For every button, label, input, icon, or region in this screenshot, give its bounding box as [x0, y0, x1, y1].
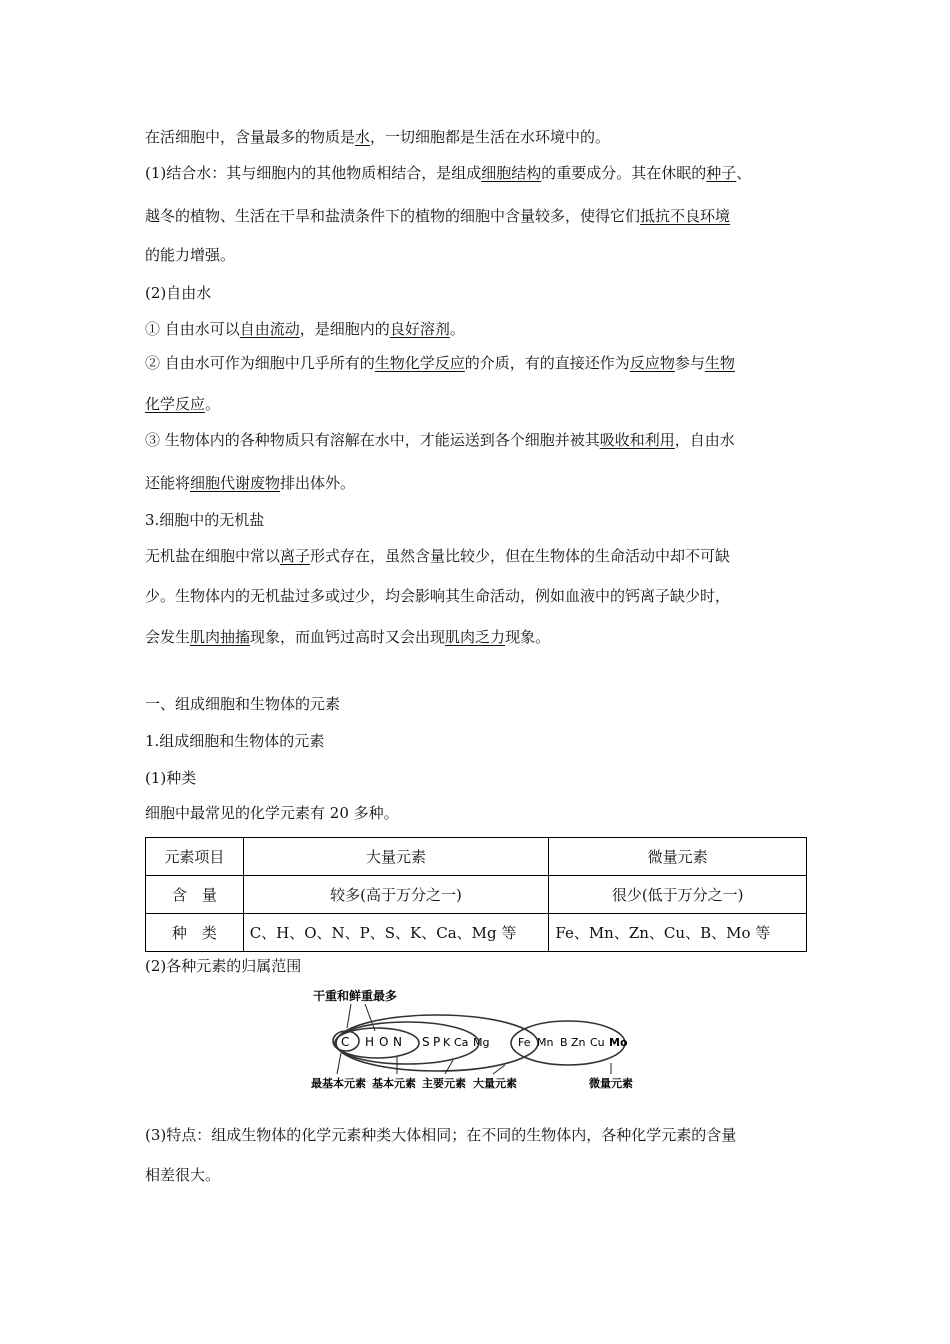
key-term: 肌肉乏力 [445, 628, 506, 646]
key-term: 抵抗不良环境 [640, 207, 731, 225]
range-label: 微量元素 [589, 1077, 633, 1090]
table-cell: 含 量 [146, 876, 244, 914]
element-label: K [443, 1036, 451, 1049]
table-cell: C、H、O、N、P、S、K、Ca、Mg 等 [243, 914, 549, 952]
text: 。 [205, 395, 221, 413]
range-label: 大量元素 [473, 1077, 517, 1090]
text: 参与 [674, 354, 705, 372]
table-header-row [146, 838, 807, 876]
element-label: H [365, 1035, 375, 1049]
free-water-point-1 [145, 319, 465, 339]
element-label: Cu [590, 1036, 605, 1049]
section-subheading [145, 731, 324, 751]
text: 越冬的植物、生活在干旱和盐渍条件下的植物的细胞中含量较多，使得它们 [145, 207, 641, 225]
table-cell: 种 类 [146, 914, 244, 952]
key-term: 吸收和利用 [599, 431, 675, 449]
key-term: 良好溶剂 [389, 320, 450, 338]
element-label: O [379, 1035, 389, 1049]
key-term: 化学反应 [145, 395, 206, 413]
text: 的介质，有的直接还作为 [464, 354, 630, 372]
intro-text-end: ，一切细胞都是生活在水环境中的。 [370, 128, 611, 146]
heading: (1)种类 [145, 769, 197, 787]
table-cell: 较多(高于万分之一) [243, 876, 549, 914]
element-label: Mo [609, 1036, 628, 1049]
element-label: P [433, 1035, 441, 1049]
text: 细胞中最常见的化学元素有 20 多种。 [145, 804, 399, 822]
intro-text: 在活细胞中，含量最多的物质是 [145, 128, 356, 146]
salts-line-1 [145, 546, 730, 566]
intro-line [145, 127, 610, 147]
features-line-2 [145, 1165, 220, 1185]
element-label: B [560, 1036, 568, 1049]
ranges-title [145, 956, 301, 976]
text: 无机盐在细胞中常以 [145, 547, 281, 565]
elements-table [145, 837, 807, 952]
range-label: 基本元素 [372, 1077, 416, 1090]
free-water-point-3 [145, 430, 735, 450]
heading: (2)各种元素的归属范围 [145, 957, 302, 975]
range-label: 主要元素 [422, 1077, 466, 1090]
element-range-diagram [305, 985, 650, 1095]
table-cell: 很少(低于万分之一) [549, 876, 807, 914]
bound-water-line-2 [145, 206, 730, 226]
key-term: 细胞代谢废物 [190, 474, 281, 492]
text: 还能将 [145, 474, 191, 492]
text: 形式存在，虽然含量比较少，但在生物体的生命活动中却不可缺 [310, 547, 731, 565]
text: 的能力增强。 [145, 246, 236, 264]
text: 、 [736, 164, 752, 182]
text: (1)结合水：其与细胞内的其他物质相结合，是组成 [145, 164, 482, 182]
text: ③ 生物体内的各种物质只有溶解在水中，才能运送到各个细胞并被其 [145, 431, 600, 449]
text: 排出体外。 [280, 474, 356, 492]
element-label: N [393, 1035, 402, 1049]
free-water-title [145, 283, 211, 303]
table-row [146, 914, 807, 952]
key-term: 生物化学反应 [374, 354, 465, 372]
table-cell: Fe、Mn、Zn、Cu、B、Mo 等 [549, 914, 807, 952]
heading: 一、组成细胞和生物体的元素 [145, 695, 341, 713]
key-term: 生物 [704, 354, 735, 372]
element-label: Zn [571, 1036, 586, 1049]
table-cell: 微量元素 [549, 838, 807, 876]
text: ② 自由水可作为细胞中几乎所有的 [145, 354, 375, 372]
text: 相差很大。 [145, 1166, 221, 1184]
element-label: C [341, 1035, 350, 1049]
text: 。 [449, 320, 465, 338]
free-water-point-2-cont [145, 394, 220, 414]
key-term: 自由流动 [239, 320, 300, 338]
salts-line-2 [145, 586, 730, 606]
element-label: Ca [454, 1036, 469, 1049]
salts-line-3 [145, 627, 550, 647]
element-label: Mg [473, 1036, 490, 1049]
key-term-water: 水 [355, 128, 371, 146]
key-term: 离子 [280, 547, 311, 565]
table-row [146, 876, 807, 914]
key-term: 反应物 [629, 354, 675, 372]
text: ① 自由水可以 [145, 320, 240, 338]
diagram-top-label: 干重和鲜重最多 [313, 989, 398, 1003]
subheading: 1.组成细胞和生物体的元素 [145, 732, 325, 750]
text: ，是细胞内的 [299, 320, 390, 338]
key-term: 种子 [706, 164, 737, 182]
bound-water-line-3 [145, 245, 235, 265]
text: 现象。 [505, 628, 551, 646]
key-term: 细胞结构 [481, 164, 542, 182]
free-water-point-2 [145, 353, 735, 373]
heading: (2)自由水 [145, 284, 212, 302]
section-heading [145, 694, 340, 714]
bound-water-line-1 [145, 163, 751, 183]
kinds-text [145, 803, 399, 823]
table-cell: 大量元素 [243, 838, 549, 876]
element-label: Fe [518, 1036, 531, 1049]
text: 少。生物体内的无机盐过多或过少，均会影响其生命活动，例如血液中的钙离子缺少时， [145, 587, 731, 605]
salts-title [145, 510, 264, 530]
element-label: S [422, 1035, 430, 1049]
features-line-1 [145, 1125, 736, 1145]
element-label: Mn [537, 1036, 554, 1049]
free-water-point-3-cont [145, 473, 355, 493]
range-label: 最基本元素 [311, 1077, 366, 1090]
key-term: 肌肉抽搐 [190, 628, 251, 646]
text: (3)特点：组成生物体的化学元素种类大体相同；在不同的生物体内，各种化学元素的含量 [145, 1126, 737, 1144]
text: 现象，而血钙过高时又会出现 [250, 628, 446, 646]
text: 的重要成分。其在休眠的 [541, 164, 707, 182]
kinds-title [145, 768, 196, 788]
table-cell: 元素项目 [146, 838, 244, 876]
text: 会发生 [145, 628, 191, 646]
text: ，自由水 [674, 431, 735, 449]
heading: 3.细胞中的无机盐 [145, 511, 265, 529]
